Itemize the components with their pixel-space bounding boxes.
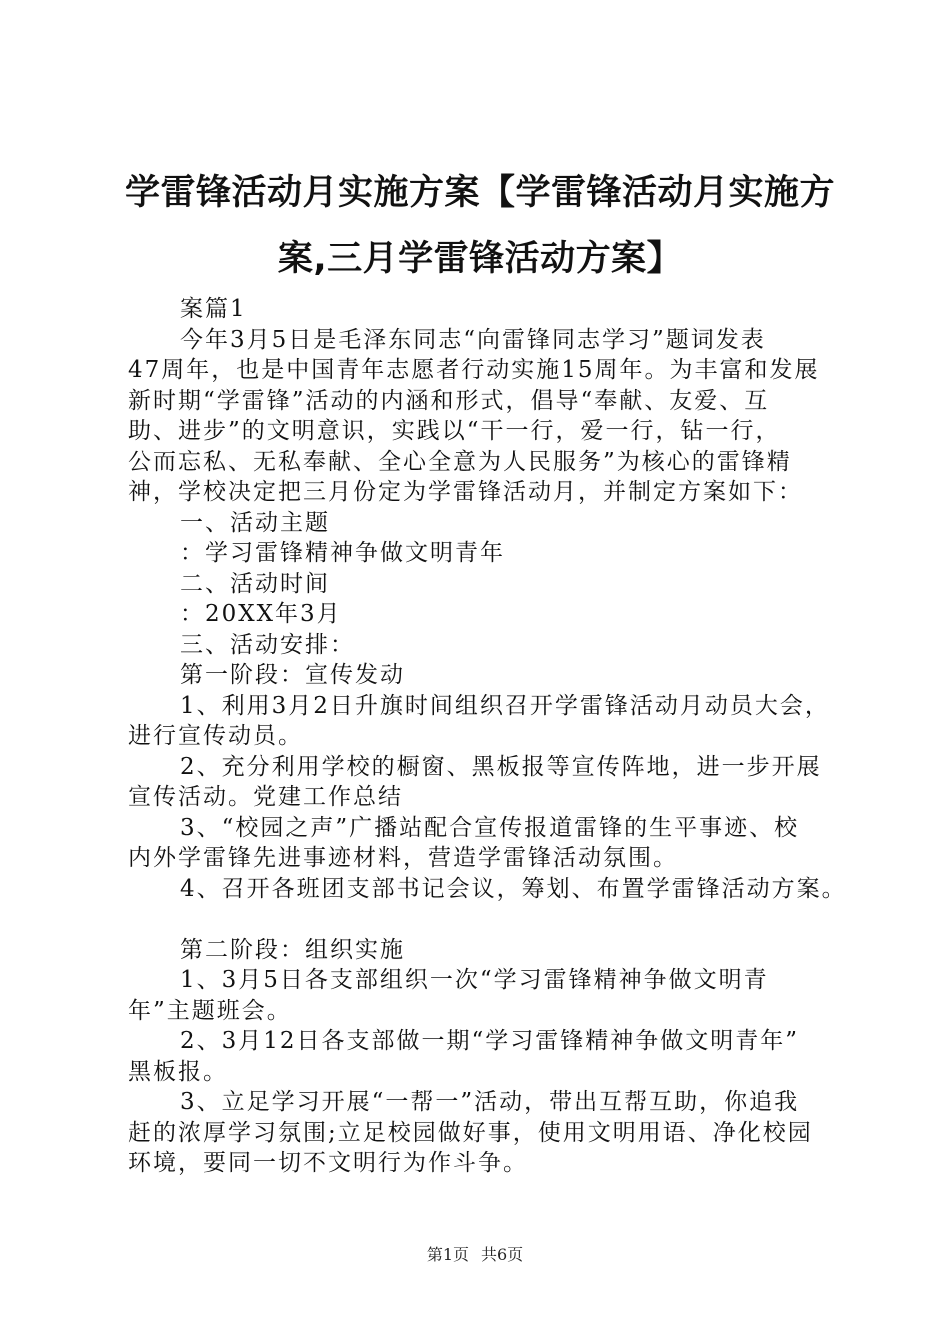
text-line: 3、立足学习开展“一帮一”活动，带出互帮互助，你追我 [180, 1089, 800, 1115]
page-footer [0, 1242, 950, 1265]
text-line: 黑板报。 [128, 1058, 228, 1085]
page-number: 第1页 [426, 1245, 469, 1264]
text-line: ：学习雷锋精神争做文明青年 [180, 540, 505, 566]
stage-heading: 第一阶段：宣传发动 [180, 662, 405, 688]
text-line: 4、召开各班团支部书记会议，筹划、布置学雷锋活动方案。 [180, 875, 847, 902]
stage-heading: 第二阶段：组织实施 [180, 936, 405, 963]
text-line: 赶的浓厚学习氛围;立足校园做好事，使用文明用语、净化校园 [128, 1119, 813, 1146]
blank-line [128, 904, 848, 935]
text-line: 1、利用3月2日升旗时间组织召开学雷锋活动月动员大会， [180, 692, 830, 719]
text-line: 进行宣传动员。 [128, 723, 303, 749]
text-line: 2、充分利用学校的橱窗、黑板报等宣传阵地，进一步开展 [180, 753, 822, 780]
section-heading: 三、活动安排： [180, 631, 355, 658]
text-line: 47周年，也是中国青年志愿者行动实施15周年。为丰富和发展 [128, 357, 820, 383]
text-line: 1、3月5日各支部组织一次“学习雷锋精神争做文明青 [180, 967, 769, 993]
text-line: 宣传活动。党建工作总结 [128, 784, 403, 810]
text-line: 神，学校决定把三月份定为学雷锋活动月，并制定方案如下： [128, 479, 803, 505]
text-line: 3、“校园之声”广播站配合宣传报道雷锋的生平事迹、校 [180, 814, 800, 841]
text-line: 2、3月12日各支部做一期“学习雷锋精神争做文明青年” [180, 1028, 800, 1054]
text-line: 年”主题班会。 [128, 997, 292, 1024]
section-heading: 一、活动主题 [180, 509, 330, 536]
text-line: 环境，要同一切不文明行为作斗争。 [128, 1150, 528, 1176]
page-total: 共6页 [481, 1245, 524, 1264]
text-line: 公而忘私、无私奉献、全心全意为人民服务”为核心的雷锋精 [128, 448, 792, 475]
text-line: ：20XX年3月 [180, 601, 342, 627]
text-line: 今年3月5日是毛泽东同志“向雷锋同志学习”题词发表 [180, 326, 766, 353]
text-line: 助、进步”的文明意识，实践以“干一行，爱一行，钻一行， [128, 418, 781, 444]
title-line-1: 学雷锋活动月实施方案【学雷锋活动月实施方 [124, 173, 835, 213]
title-line-2: 案,三月学雷锋活动方案】 [277, 239, 683, 279]
text-line: 案篇1 [180, 296, 247, 322]
section-heading: 二、活动时间 [180, 570, 330, 597]
text-line: 新时期“学雷锋”活动的内涵和形式，倡导“奉献、友爱、互 [128, 387, 770, 414]
document-title [100, 160, 860, 292]
document-body [128, 294, 848, 1179]
text-line: 内外学雷锋先进事迹材料，营造学雷锋活动氛围。 [128, 845, 678, 871]
